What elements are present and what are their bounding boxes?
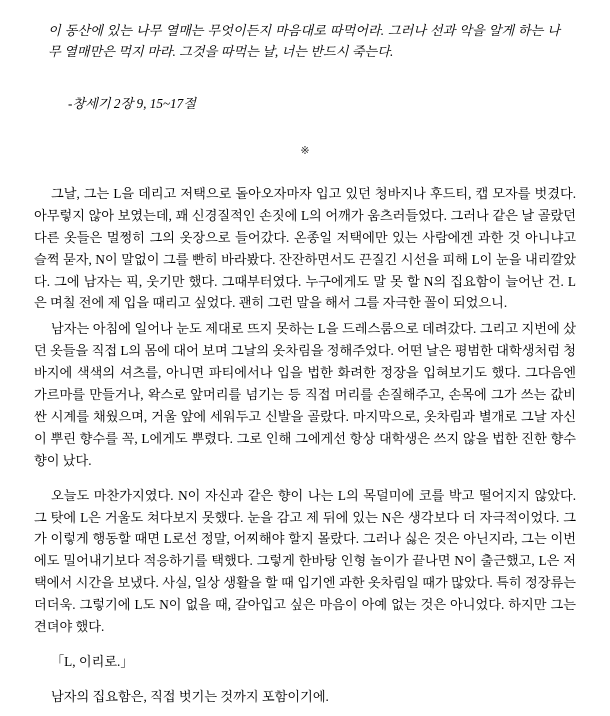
- paragraph: 남자는 아침에 일어나 눈도 제대로 뜨지 못하는 L을 드레스룸으로 데려갔다. 그리고 지번에 샀던 옷들을 직접 L의 몸에 대어 보며 그날의 옷차림을 정해주었다. 어떤 날은 평범한 대학생처럼 청바지에 색색의 셔츠를, 아니면 파티에서나 입을 법한 화려한 정장을 입혀보기도 했다. 그다음엔 가르마를 만들거나, 왁스로 앞머리를 넘기는 등 직접 머리를 손질해주고, 손목에 그가 쓰는 값비싼 시계를 채웠으며, 거울 앞에 세워두고 신발을 골랐다. 마지막으로, 옷차림과 별개로 그날 자신이 뿌린 향수를 꼭, L에게도 뿌렸다. 그로 인해 그에게선 항상 대학생은 쓰지 않을 법한 진한 향수 향이 났다.: [34, 321, 576, 468]
- paragraph: 오늘도 마찬가지였다. N이 자신과 같은 향이 나는 L의 목덜미에 코를 박고 떨어지지 않았다. 그 탓에 L은 거울도 쳐다보지 못했다. 눈을 감고 제 뒤에 있는 N은 생각보다 더 자극적이었다. 그가 이렇게 행동할 때면 L로선 정말, 어찌해야 할지 몰랐다. 그러나 싫은 것은 아닌지라, 그는 이번에도 밀어내기보다 적응하기를 택했다. 그렇게 한바탕 인형 놀이가 끝나면 N이 출근했고, L은 저택에서 시간을 보냈다. 사실, 일상 생활을 할 때 입기엔 과한 옷차림일 때가 많았다. 특히 정장류는 더더욱. 그렇기에 L도 N이 없을 때, 갈아입고 싶은 마음이 아예 없는 것은 아니었다. 하지만 그는 견뎌야 했다.: [34, 487, 576, 635]
- dialogue-line: 「L, 이리로.」: [51, 654, 134, 669]
- paragraph: 남자의 집요함은, 직접 벗기는 것까지 포함이기에.: [51, 688, 329, 704]
- epigraph-citation: -창세기 2장 9, 15~17절: [68, 95, 196, 111]
- paragraph: 그날, 그는 L을 데리고 저택으로 돌아오자마자 입고 있던 청바지나 후드티, 캡 모자를 벗겼다. 아무렇지 않아 보였는데, 꽤 신경질적인 손짓에 L의 어깨가 움츠러들었다. 그러나 같은 날 골랐던 다른 옷들은 멀쩡히 그의 옷장으로 들어갔다. 온종일 저택에만 있는 사람에겐 과한 것 아니냐고 슬쩍 묻자, N이 말없이 그를 빤히 바라봤다. 잔잔하면서도 끈질긴 시선을 피해 L이 눈을 내리깔았다. 그에 남자는 픽, 웃기만 했다. 그때부터였다. 누구에게도 말 못 할 N의 집요함이 늘어난 건. L은 며칠 전에 제 입을 때리고 싶었다. 괜히 그런 말을 해서 그를 자극한 꼴이 되었으니.: [34, 185, 576, 311]
- section-divider: ※: [300, 144, 310, 157]
- epigraph-quote: 이 동산에 있는 나무 열매는 무엇이든지 마음대로 따먹어라. 그러나 선과 악을 알게 하는 나무 열매만은 먹지 마라. 그것을 따먹는 날, 너는 반드시 죽는다.: [48, 23, 560, 60]
- body-text: [34, 183, 576, 708]
